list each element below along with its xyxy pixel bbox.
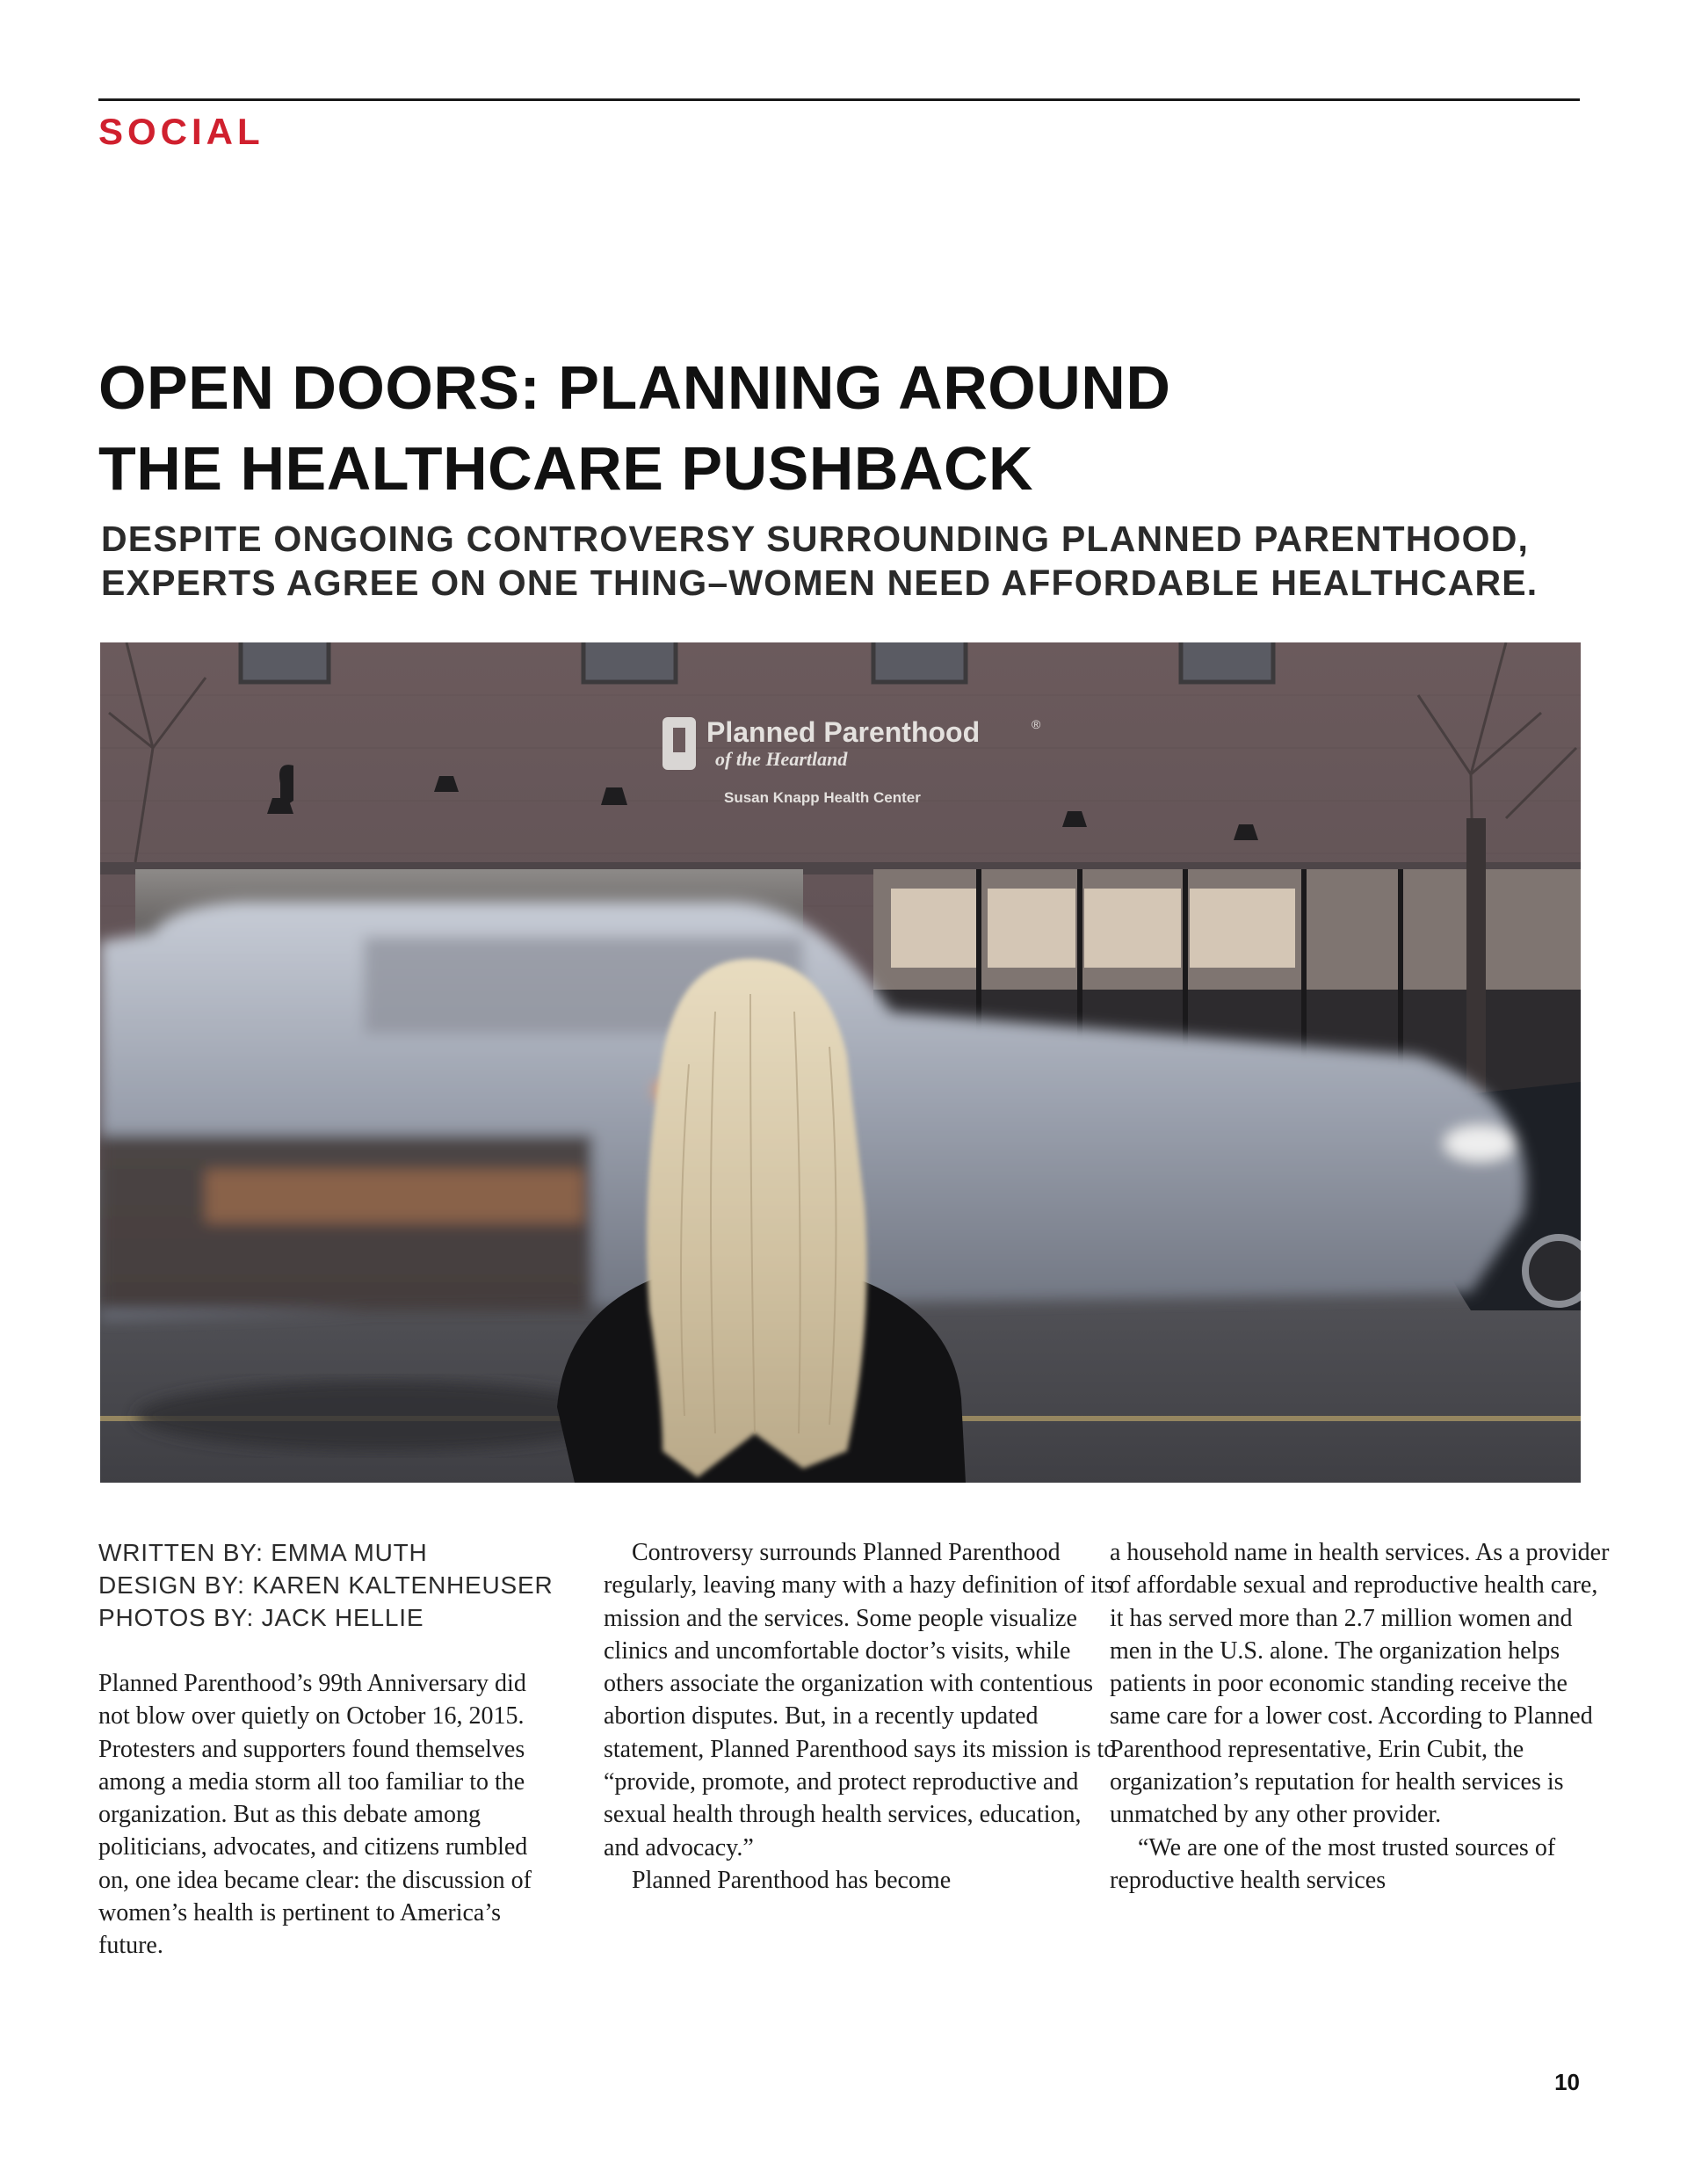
header-rule <box>98 98 1580 101</box>
sign-health-center: Susan Knapp Health Center <box>724 789 921 806</box>
body-paragraph: “We are one of the most trusted sources of reproductive health services <box>1110 1833 1556 1894</box>
body-paragraph: a household name in health services. As a provider of affordable sexual and reproductive health care, it has served more than 2.7 million women and men in the U.S. alone. The organization helps patients in poor economic standing receive the same care for a lower cost. According to Planned Parenthood representative, Erin Cubit, the organization’s reputation for health services is unmatched by any other provider. <box>1110 1539 1610 1829</box>
credit-writer: WRITTEN BY: EMMA MUTH <box>98 1539 428 1566</box>
article-deck <box>101 517 1595 605</box>
sign-subtitle: of the Heartland <box>715 748 848 770</box>
headline-line-1: OPEN DOORS: PLANNING AROUND <box>98 353 1171 422</box>
section-label: SOCIAL <box>98 111 264 152</box>
page-number: 10 <box>1554 2069 1580 2095</box>
body-paragraph: Planned Parenthood’s 99th Anniversary did not blow over quietly on October 16, 2015. Protesters and supporters found themselves among a media storm all too familiar to the organization. But as this debate among politicians, advocates, and citizens rumbled on, one idea became clear: the discussion of women’s health is pertinent to America’s future. <box>98 1670 532 1960</box>
credit-designer: DESIGN BY: KAREN KALTENHEUSER <box>98 1571 554 1599</box>
body-column-2 <box>604 1536 1122 1897</box>
body-column-1 <box>98 1667 555 1963</box>
sign-registered-mark: ® <box>1032 717 1041 731</box>
headline-line-2: THE HEALTHCARE PUSHBACK <box>98 434 1034 503</box>
body-paragraph: Controversy surrounds Planned Parenthood regularly, leaving many with a hazy definition of its mission and the services. Some people visualize clinics and uncomfortable doctor’s visits, while others associate the organization with contentious abortion disputes. But, in a recently updated statement, Planned Parenthood says its mission is to “provide, promote, and protect reproductive and sexual health through health services, education, and advocacy.” <box>604 1539 1117 1861</box>
body-column-3 <box>1110 1536 1611 1897</box>
credit-photographer: PHOTOS BY: JACK HELLIE <box>98 1604 424 1631</box>
article-credits <box>98 1536 590 1634</box>
feature-photo-illustration <box>100 642 1581 1483</box>
deck-line-2: EXPERTS AGREE ON ONE THING–WOMEN NEED AFFORDABLE HEALTHCARE. <box>101 562 1539 603</box>
deck-line-1: DESPITE ONGOING CONTROVERSY SURROUNDING PLANNED PARENTHOOD, <box>101 519 1530 559</box>
body-paragraph: Planned Parenthood has become <box>632 1866 952 1894</box>
sign-name: Planned Parenthood <box>706 716 981 748</box>
feature-photo <box>100 642 1581 1483</box>
article-headline <box>98 347 1416 509</box>
